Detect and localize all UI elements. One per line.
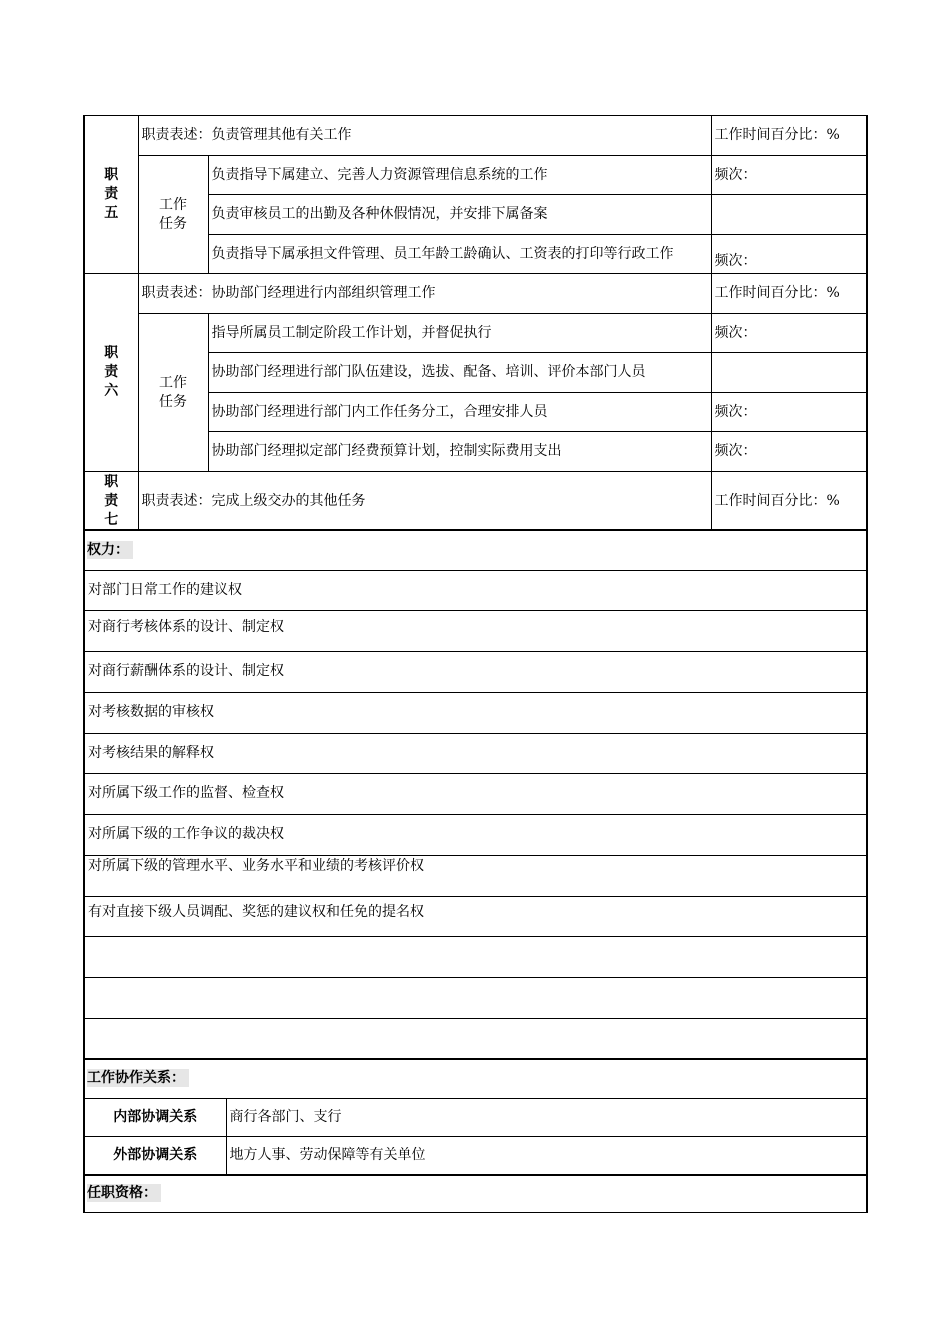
duty6-task-freq: [711, 353, 867, 393]
duty6-task: 指导所属员工制定阶段工作计划，并督促执行: [208, 314, 711, 353]
duty6-task-label: 工作 任务: [138, 314, 208, 472]
duty7-statement: 职责表述：完成上级交办的其他任务: [138, 472, 711, 531]
duty6-task-freq: 频次：: [711, 432, 867, 472]
power-item: 对商行考核体系的设计、制定权: [84, 610, 867, 651]
duty6-percent: 工作时间百分比：%: [711, 274, 867, 314]
duty6-task-freq: 频次：: [711, 314, 867, 353]
duty6-label: 职 责 六: [84, 274, 138, 472]
power-item: [84, 977, 867, 1018]
duty7-percent: 工作时间百分比：%: [711, 472, 867, 531]
powers-table: [83, 529, 868, 1060]
power-item: 对商行薪酬体系的设计、制定权: [84, 651, 867, 692]
duty5-statement: 职责表述：负责管理其他有关工作: [138, 116, 711, 156]
duty6-task-freq: 频次：: [711, 393, 867, 432]
duty6-task: 协助部门经理进行部门队伍建设，选拔、配备、培训、评价本部门人员: [208, 353, 711, 393]
power-item: 对所属下级的工作争议的裁决权: [84, 814, 867, 855]
cooperation-heading: 工作协作关系：: [84, 1059, 867, 1098]
duties-table: [83, 115, 868, 531]
power-item: 有对直接下级人员调配、奖惩的建议权和任免的提名权: [84, 896, 867, 936]
duty5-task: 负责指导下属承担文件管理、员工年龄工龄确认、工资表的打印等行政工作: [208, 235, 711, 274]
duty6-task: 协助部门经理进行部门内工作任务分工，合理安排人员: [208, 393, 711, 432]
qualification-heading: 任职资格：: [84, 1175, 867, 1212]
power-item: 对所属下级工作的监督、检查权: [84, 773, 867, 814]
duty5-percent: 工作时间百分比：%: [711, 116, 867, 156]
power-item: 对所属下级的管理水平、业务水平和业绩的考核评价权: [84, 855, 867, 896]
duty7-label: 职 责 七: [84, 472, 138, 531]
powers-heading: 权力：: [84, 530, 867, 570]
duty5-task-freq: [711, 195, 867, 235]
internal-coordination-label: 内部协调关系: [84, 1098, 226, 1136]
power-item: 对部门日常工作的建议权: [84, 570, 867, 610]
external-coordination-label: 外部协调关系: [84, 1136, 226, 1175]
duty5-label: 职 责 五: [84, 116, 138, 274]
duty5-task-label: 工作 任务: [138, 156, 208, 274]
duty5-task-freq: 频次：: [711, 156, 867, 195]
duty6-statement: 职责表述：协助部门经理进行内部组织管理工作: [138, 274, 711, 314]
power-item: 对考核数据的审核权: [84, 692, 867, 733]
power-item: [84, 936, 867, 977]
duty5-task-freq: 频次：: [711, 235, 867, 274]
power-item: [84, 1018, 867, 1059]
power-item: 对考核结果的解释权: [84, 733, 867, 773]
duty5-task: 负责审核员工的出勤及各种休假情况，并安排下属备案: [208, 195, 711, 235]
cooperation-table: [83, 1058, 868, 1213]
duty5-task: 负责指导下属建立、完善人力资源管理信息系统的工作: [208, 156, 711, 195]
duty6-task: 协助部门经理拟定部门经费预算计划，控制实际费用支出: [208, 432, 711, 472]
external-coordination-value: 地方人事、劳动保障等有关单位: [226, 1136, 867, 1175]
internal-coordination-value: 商行各部门、支行: [226, 1098, 867, 1136]
